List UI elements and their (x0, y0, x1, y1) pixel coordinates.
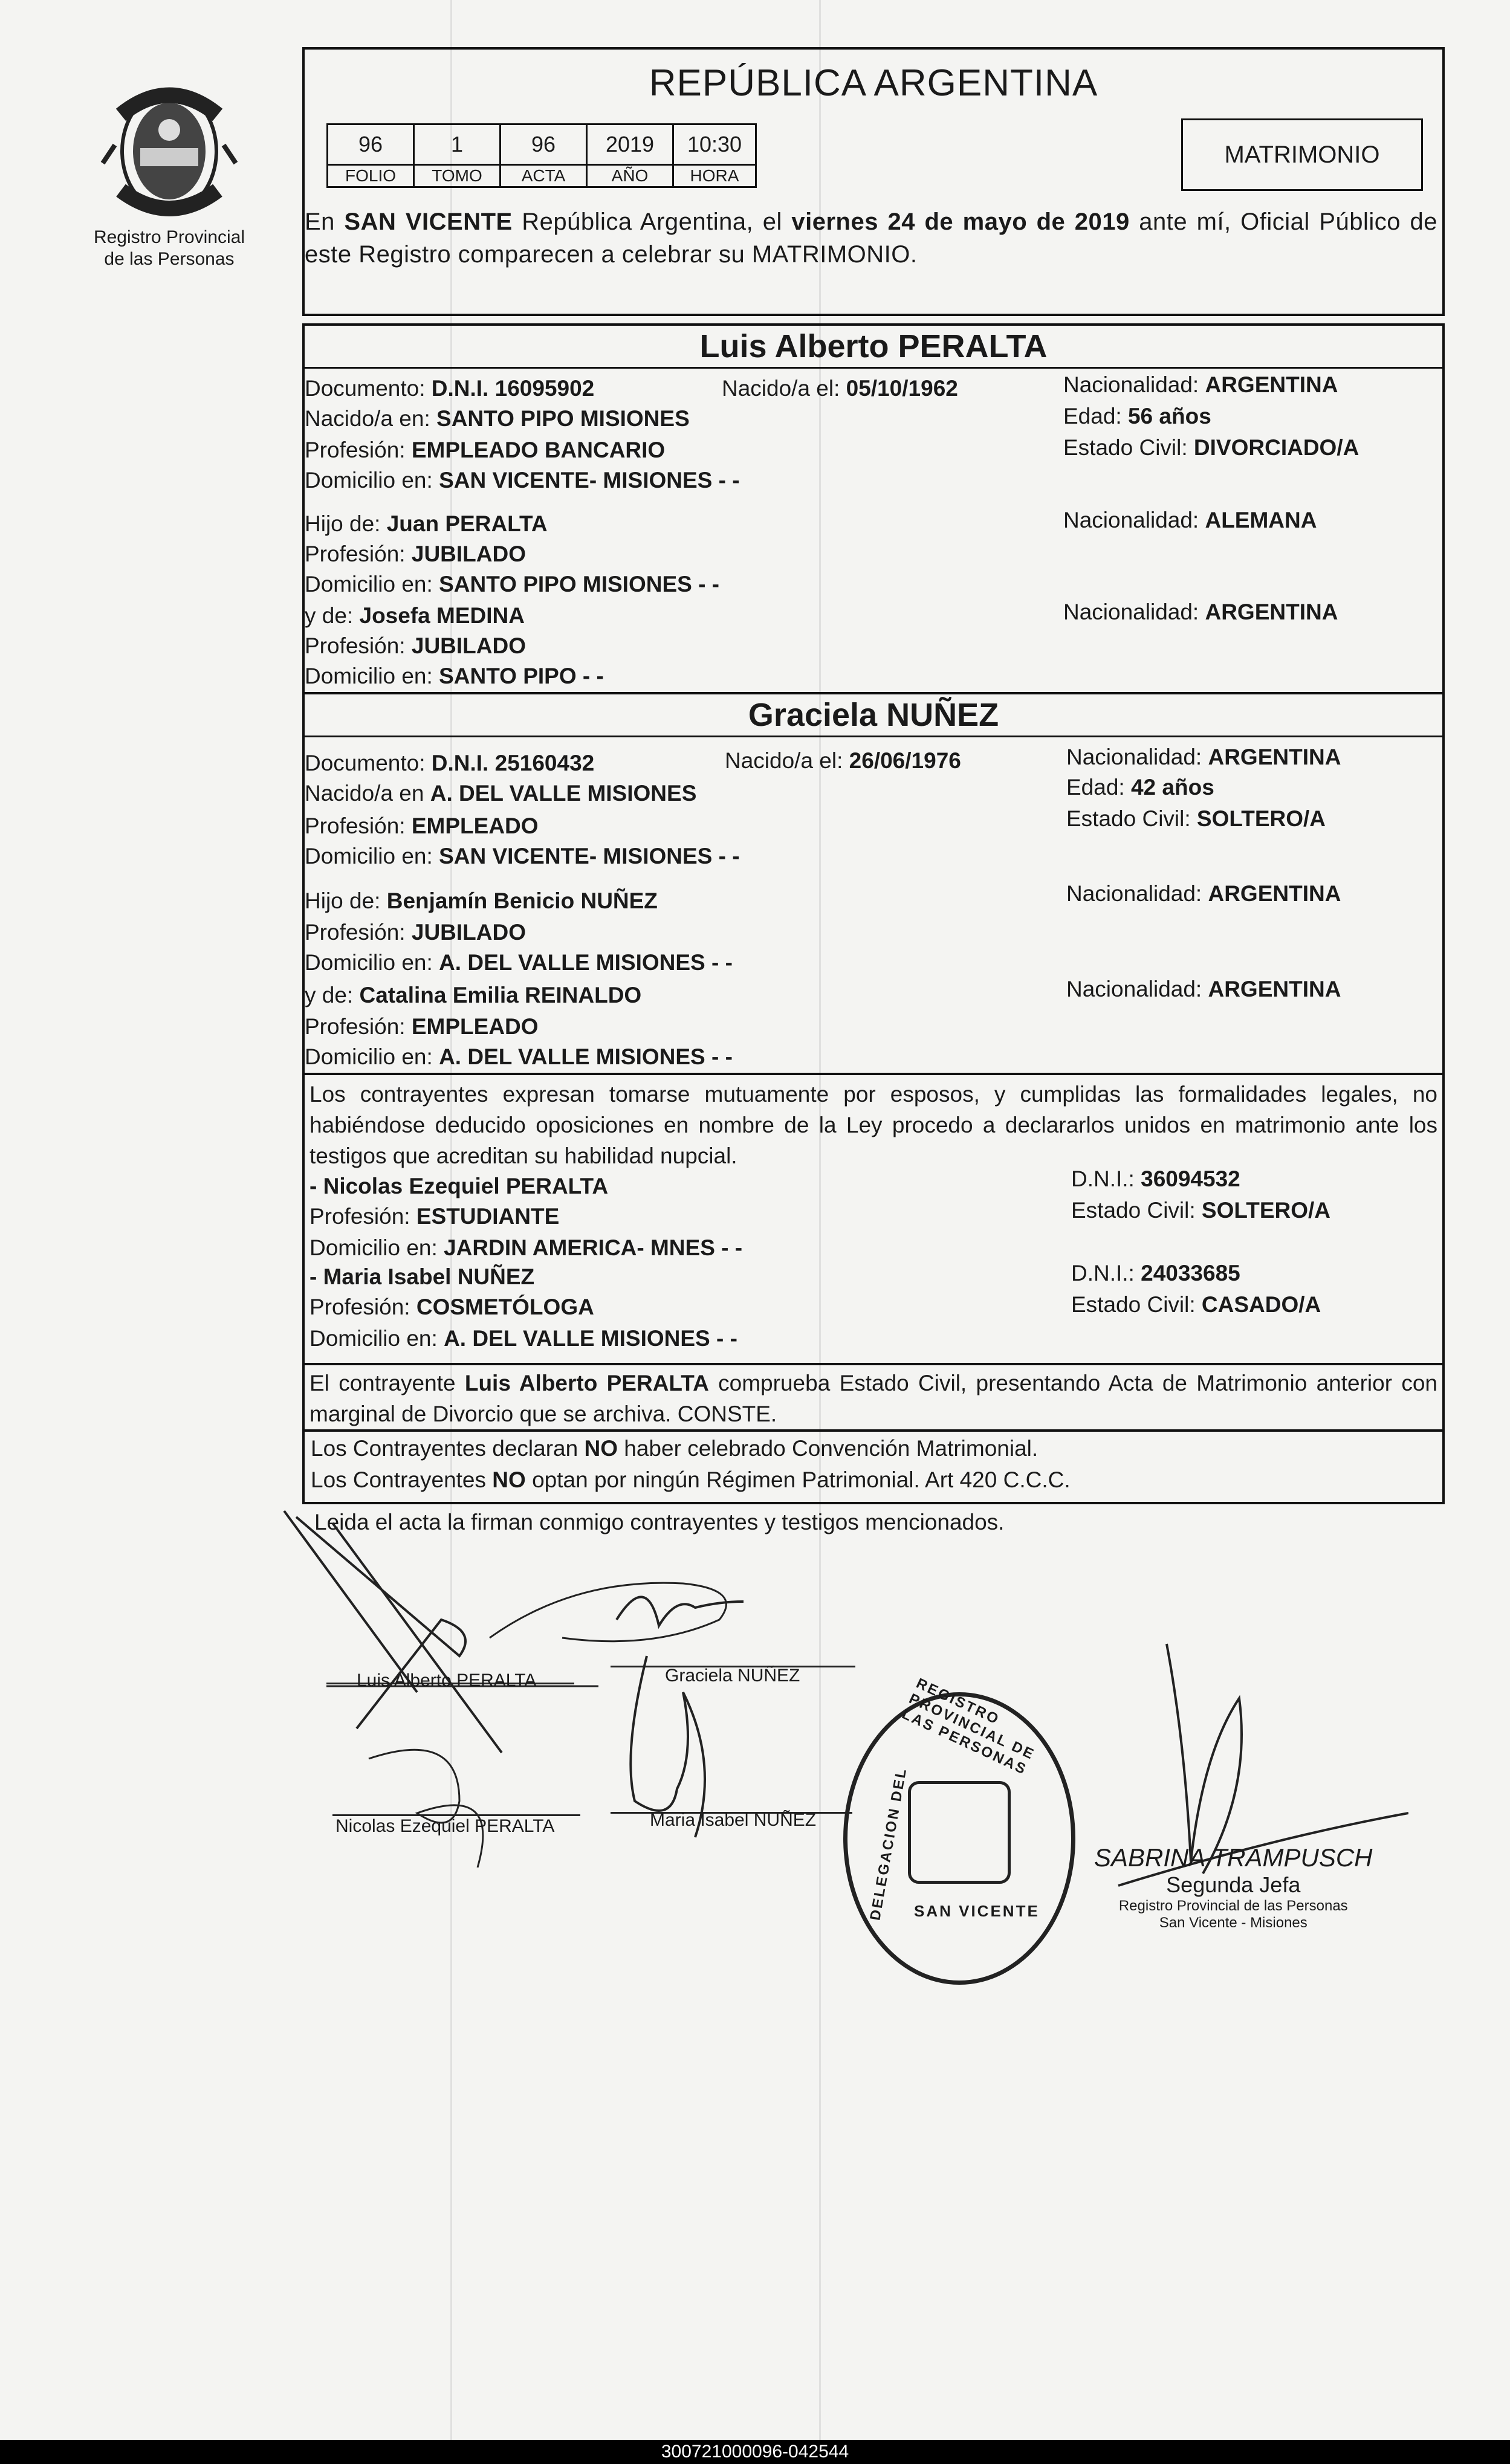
bride-mother-nationality: Nacionalidad: ARGENTINA (1066, 977, 1341, 1001)
bride-father-address: Domicilio en: A. DEL VALLE MISIONES - - (305, 950, 733, 975)
tomo-label: TOMO (414, 165, 501, 187)
header-box (302, 47, 1445, 316)
intro-paragraph: En SAN VICENTE República Argentina, el viernes 24 de mayo de 2019 ante mí, Oficial Público de este Registro comparecen a celebrar su MATRIMONIO. (305, 209, 1437, 268)
declaration-section (302, 1073, 1445, 1363)
witness1-name: - Nicolas Ezequiel PERALTA (309, 1174, 609, 1198)
signature-label-groom: Luis Alberto PERALTA (357, 1670, 537, 1690)
hora-label: HORA (673, 165, 756, 187)
patrimonial-regime-statement: Los Contrayentes NO optan por ningún Régimen Patrimonial. Art 420 C.C.C. (311, 1467, 1071, 1492)
acta-value: 96 (501, 124, 587, 165)
folio-value: 96 (328, 124, 414, 165)
official-place: San Vicente - Misiones (1159, 1915, 1307, 1931)
registry-logo (85, 79, 254, 270)
groom-father-profession: Profesión: JUBILADO (305, 542, 526, 566)
closing-statement: Leida el acta la firman conmigo contrayentes y testigos mencionados. (314, 1510, 1005, 1534)
anio-label: AÑO (587, 165, 673, 187)
witness2-address: Domicilio en: A. DEL VALLE MISIONES - - (309, 1326, 737, 1351)
declaration-text: Los contrayentes expresan tomarse mutuamente por esposos, y cumplidas las formalidades legales, no habiéndose deducido oposiciones en nombre de la Ley procedo a declararlos unidos en matrimonio ante los testigos que acreditan su habilidad nupcial. (309, 1082, 1437, 1168)
stamp-left-text: DELEGACION DEL (867, 1766, 910, 1922)
official-org: Registro Provincial de las Personas (1118, 1898, 1348, 1914)
official-signature-block (1094, 1843, 1373, 1932)
bride-birthplace: Nacido/a en A. DEL VALLE MISIONES (305, 781, 697, 806)
civil-status-note: El contrayente Luis Alberto PERALTA comprueba Estado Civil, presentando Acta de Matrimonio anterior con marginal de Divorcio que se archiva. CONSTE. (309, 1371, 1437, 1426)
witness2-dni: D.N.I.: 24033685 (1071, 1261, 1240, 1285)
official-stamp (843, 1675, 1075, 1985)
groom-birth-date: Nacido/a el: 05/10/1962 (722, 376, 958, 401)
logo-caption-1: Registro Provincial (93, 227, 245, 247)
witness1-profession: Profesión: ESTUDIANTE (309, 1204, 560, 1229)
signature-label-witness1: Nicolas Ezequiel PERALTA (335, 1816, 555, 1836)
document-type-box: MATRIMONIO (1181, 118, 1423, 191)
tomo-value: 1 (414, 124, 501, 165)
groom-father-address: Domicilio en: SANTO PIPO MISIONES - - (305, 572, 720, 597)
stamp-emblem-icon (908, 1781, 1011, 1884)
folio-label: FOLIO (328, 165, 414, 187)
bride-father-nationality: Nacionalidad: ARGENTINA (1066, 881, 1341, 906)
bride-profession: Profesión: EMPLEADO (305, 813, 539, 838)
official-name: SABRINA TRAMPUSCH (1094, 1843, 1373, 1872)
bride-father: Hijo de: Benjamín Benicio NUÑEZ (305, 888, 658, 913)
groom-age: Edad: 56 años (1063, 404, 1211, 428)
bride-mother: y de: Catalina Emilia REINALDO (305, 983, 642, 1007)
groom-mother-address: Domicilio en: SANTO PIPO - - (305, 664, 604, 688)
groom-father-nationality: Nacionalidad: ALEMANA (1063, 508, 1317, 532)
witness2-profession: Profesión: COSMETÓLOGA (309, 1295, 594, 1319)
groom-civil-status: Estado Civil: DIVORCIADO/A (1063, 435, 1359, 460)
intro-place: SAN VICENTE (344, 209, 513, 235)
official-role: Segunda Jefa (1166, 1872, 1301, 1897)
record-reference-table (326, 123, 757, 188)
bride-section (302, 692, 1445, 1073)
bride-address: Domicilio en: SAN VICENTE- MISIONES - - (305, 844, 740, 868)
bride-document: Documento: D.N.I. 25160432 (305, 751, 595, 775)
groom-mother-profession: Profesión: JUBILADO (305, 633, 526, 658)
bride-father-profession: Profesión: JUBILADO (305, 920, 526, 945)
regime-section (302, 1429, 1445, 1502)
anio-value: 2019 (587, 124, 673, 165)
groom-nationality: Nacionalidad: ARGENTINA (1063, 372, 1338, 397)
groom-mother: y de: Josefa MEDINA (305, 603, 525, 628)
groom-address: Domicilio en: SAN VICENTE- MISIONES - - (305, 468, 740, 493)
stamp-top-text: REGISTRO PROVINCIAL DE LAS PERSONAS (899, 1675, 1038, 1779)
groom-profession: Profesión: EMPLEADO BANCARIO (305, 438, 666, 462)
bride-civil-status: Estado Civil: SOLTERO/A (1066, 806, 1326, 831)
witness2-name: - Maria Isabel NUÑEZ (309, 1264, 535, 1289)
groom-document: Documento: D.N.I. 16095902 (305, 376, 595, 401)
bride-nationality: Nacionalidad: ARGENTINA (1066, 745, 1341, 769)
hora-value: 10:30 (673, 124, 756, 165)
witness1-dni: D.N.I.: 36094532 (1071, 1166, 1240, 1191)
witness2-civil-status: Estado Civil: CASADO/A (1071, 1292, 1321, 1317)
intro-date: viernes 24 de mayo de 2019 (791, 209, 1130, 235)
stamp-city: SAN VICENTE (914, 1902, 1040, 1920)
logo-caption-2: de las Personas (104, 249, 235, 269)
groom-father: Hijo de: Juan PERALTA (305, 511, 548, 536)
witness1-address: Domicilio en: JARDIN AMERICA- MNES - - (309, 1235, 743, 1260)
groom-name: Luis Alberto PERALTA (305, 326, 1442, 369)
bride-birth-date: Nacido/a el: 26/06/1976 (725, 748, 961, 773)
signature-label-witness2: Maria Isabel NUÑEZ (650, 1810, 817, 1830)
groom-section (302, 323, 1445, 692)
bride-mother-address: Domicilio en: A. DEL VALLE MISIONES - - (305, 1044, 733, 1069)
bride-age: Edad: 42 años (1066, 775, 1214, 800)
groom-mother-nationality: Nacionalidad: ARGENTINA (1063, 600, 1338, 624)
barcode-footer: 300721000096-042544 (0, 2440, 1510, 2464)
witness1-civil-status: Estado Civil: SOLTERO/A (1071, 1198, 1331, 1223)
bride-name: Graciela NUÑEZ (305, 694, 1442, 737)
signature-label-bride: Graciela NUÑEZ (665, 1666, 800, 1686)
convention-statement: Los Contrayentes declaran NO haber celebrado Convención Matrimonial. (311, 1436, 1039, 1461)
bride-mother-profession: Profesión: EMPLEADO (305, 1014, 539, 1039)
groom-birthplace: Nacido/a en: SANTO PIPO MISIONES (305, 406, 690, 431)
page-title: REPÚBLICA ARGENTINA (649, 62, 1098, 104)
provincial-shield-icon (97, 79, 242, 224)
acta-label: ACTA (501, 165, 587, 187)
civil-status-note-section (302, 1363, 1445, 1429)
